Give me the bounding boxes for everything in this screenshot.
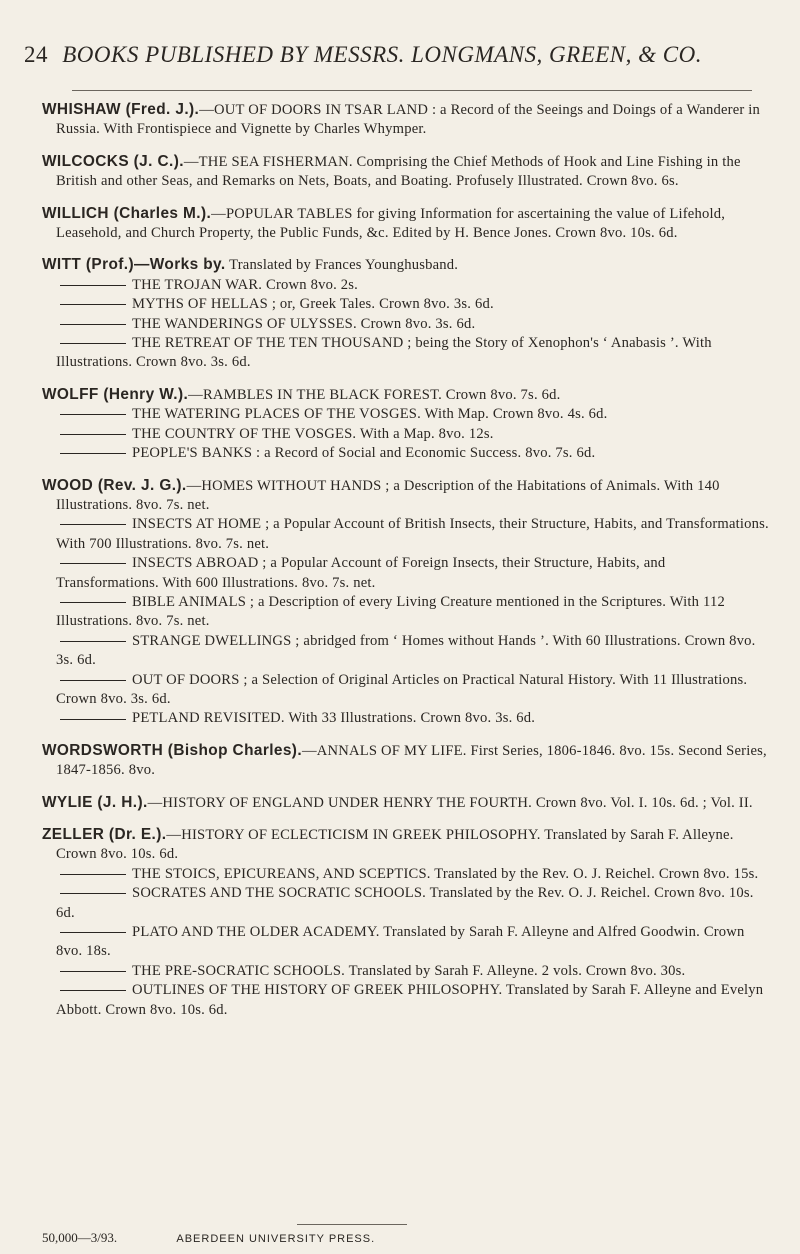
entry-main-line xyxy=(42,255,770,275)
catalogue-entry xyxy=(42,385,770,464)
book-description: —POPULAR TABLES for giving Information for ascertaining the value of Lifehold, Leasehold, and Church Property, the Public Funds, &c. Edited by H. Bence Jones. Crown 8vo. 10s. 6d. xyxy=(56,205,726,242)
ditto-dash xyxy=(60,602,126,603)
entry-main-line xyxy=(42,152,770,192)
catalogue-entry xyxy=(42,152,770,192)
additional-title xyxy=(42,865,770,884)
print-run: 50,000—3/93. xyxy=(42,1230,118,1245)
ditto-dash xyxy=(60,343,126,344)
header-rule xyxy=(72,90,752,91)
entry-main-line xyxy=(42,825,770,865)
additional-title-text: THE RETREAT OF THE TEN THOUSAND ; being the Story of Xenophon's ‘ Anabasis ’. With Illustrations. Crown 8vo. 3s. 6d. xyxy=(56,335,712,371)
book-description: —OUT OF DOORS IN TSAR LAND : a Record of the Seeings and Doings of a Wanderer in Russia. With Frontispiece and Vignette by Charles Whymper. xyxy=(56,102,761,138)
additional-title-text: STRANGE DWELLINGS ; abridged from ‘ Homes without Hands ’. With 60 Illustrations. Crown 8vo. 3s. 6d. xyxy=(56,632,756,669)
additional-title-text: OUT OF DOORS ; a Selection of Original Articles on Practical Natural History. With 11 Illustrations. Crown 8vo. 3s. 6d. xyxy=(56,671,748,707)
ditto-dash xyxy=(60,990,126,991)
author-name: WILCOCKS (J. C.). xyxy=(42,152,184,170)
author-name: WYLIE (J. H.). xyxy=(42,793,148,811)
ditto-dash xyxy=(60,304,126,305)
additional-title xyxy=(42,554,770,593)
additional-title xyxy=(42,315,770,334)
additional-title-text: THE WANDERINGS OF ULYSSES. Crown 8vo. 3s. 6d. xyxy=(132,315,476,332)
catalogue-entry xyxy=(42,255,770,372)
additional-title-text: THE TROJAN WAR. Crown 8vo. 2s. xyxy=(132,276,358,293)
ditto-dash xyxy=(60,453,126,454)
book-description: —THE SEA FISHERMAN. Comprising the Chief Methods of Hook and Line Fishing in the British and other Seas, and Remarks on Nets, Boats, and Boating. Profusely Illustrated. Crown 8vo. 6s. xyxy=(56,153,741,190)
book-description: —RAMBLES IN THE BLACK FOREST. Crown 8vo. 7s. 6d. xyxy=(188,386,561,403)
catalogue-entry xyxy=(42,204,770,244)
additional-title-text: PEOPLE'S BANKS : a Record of Social and Economic Success. 8vo. 7s. 6d. xyxy=(132,445,596,462)
entry-main-line xyxy=(42,741,770,781)
catalogue-entry xyxy=(42,741,770,781)
ditto-dash xyxy=(60,524,126,525)
additional-title-text: THE PRE-SOCRATIC SCHOOLS. Translated by Sarah F. Alleyne. 2 vols. Crown 8vo. 30s. xyxy=(132,962,686,979)
ditto-dash xyxy=(60,324,126,325)
additional-title xyxy=(42,334,770,373)
author-name: WITT (Prof.)—Works by. xyxy=(42,256,226,274)
ditto-dash xyxy=(60,285,126,286)
additional-title xyxy=(42,709,770,728)
book-description: Translated by Frances Younghusband. xyxy=(225,257,459,274)
ditto-dash xyxy=(60,641,126,642)
end-rule xyxy=(297,1224,407,1225)
ditto-dash xyxy=(60,971,126,972)
additional-title-text: THE STOICS, EPICUREANS, AND SCEPTICS. Translated by the Rev. O. J. Reichel. Crown 8vo. 15s. xyxy=(132,865,759,882)
ditto-dash xyxy=(60,893,126,894)
catalogue-entry xyxy=(42,793,770,813)
ditto-dash xyxy=(60,434,126,435)
additional-title xyxy=(42,593,770,632)
additional-title xyxy=(42,444,770,463)
ditto-dash xyxy=(60,563,126,564)
ditto-dash xyxy=(60,874,126,875)
author-name: ZELLER (Dr. E.). xyxy=(42,826,167,843)
author-name: WOOD (Rev. J. G.). xyxy=(42,476,187,494)
page-number: 24 xyxy=(24,42,48,67)
book-description: —HISTORY OF ECLECTICISM IN GREEK PHILOSOPHY. Translated by Sarah F. Alleyne. Crown 8vo. 10s. 6d. xyxy=(56,827,734,863)
catalogue-entry xyxy=(42,100,770,140)
additional-title xyxy=(42,884,770,923)
additional-title-text: SOCRATES AND THE SOCRATIC SCHOOLS. Translated by the Rev. O. J. Reichel. Crown 8vo. 10s. 6d. xyxy=(56,885,754,921)
additional-title xyxy=(42,632,770,671)
entry-main-line xyxy=(42,385,770,405)
additional-title-text: PLATO AND THE OLDER ACADEMY. Translated by Sarah F. Alleyne and Alfred Goodwin. Crown 8vo. 18s. xyxy=(56,924,745,960)
author-name: WHISHAW (Fred. J.). xyxy=(42,101,200,118)
ditto-dash xyxy=(60,932,126,933)
running-header xyxy=(24,42,772,68)
additional-title xyxy=(42,981,770,1020)
additional-title-text: INSECTS AT HOME ; a Popular Account of British Insects, their Structure, Habits, and Transformations. With 700 Illustrations. 8vo. 7s. net. xyxy=(56,516,769,552)
additional-title xyxy=(42,671,770,710)
ditto-dash xyxy=(60,719,126,720)
entry-main-line xyxy=(42,793,770,813)
additional-title-text: BIBLE ANIMALS ; a Description of every Living Creature mentioned in the Scriptures. With 112 Illustrations. 8vo. 7s. net. xyxy=(56,593,725,630)
ditto-dash xyxy=(60,414,126,415)
entry-main-line xyxy=(42,100,770,140)
additional-title xyxy=(42,962,770,981)
book-description: —ANNALS OF MY LIFE. First Series, 1806-1846. 8vo. 15s. Second Series, 1847-1856. 8vo. xyxy=(56,742,767,779)
additional-title-text: THE WATERING PLACES OF THE VOSGES. With Map. Crown 8vo. 4s. 6d. xyxy=(132,406,608,423)
additional-title-text: PETLAND REVISITED. With 33 Illustrations. Crown 8vo. 3s. 6d. xyxy=(132,710,536,727)
book-description: —HOMES WITHOUT HANDS ; a Description of the Habitations of Animals. With 140 Illustrations. 8vo. 7s. net. xyxy=(56,477,720,513)
page-footer xyxy=(42,1230,742,1246)
printer-imprint: ABERDEEN UNIVERSITY PRESS. xyxy=(176,1233,376,1245)
additional-title xyxy=(42,405,770,424)
book-description: —HISTORY OF ENGLAND UNDER HENRY THE FOURTH. Crown 8vo. Vol. I. 10s. 6d. ; Vol. II. xyxy=(147,794,753,811)
additional-title xyxy=(42,276,770,295)
catalogue-entry xyxy=(42,825,770,1020)
additional-title xyxy=(42,923,770,962)
additional-title-text: MYTHS OF HELLAS ; or, Greek Tales. Crown 8vo. 3s. 6d. xyxy=(132,296,494,313)
additional-title xyxy=(42,515,770,554)
additional-title-text: OUTLINES OF THE HISTORY OF GREEK PHILOSOPHY. Translated by Sarah F. Alleyne and Evelyn Abbott. Crown 8vo. 10s. 6d. xyxy=(56,982,764,1018)
ditto-dash xyxy=(60,680,126,681)
author-name: WOLFF (Henry W.). xyxy=(42,385,189,403)
additional-title-text: INSECTS ABROAD ; a Popular Account of Foreign Insects, their Structure, Habits, and Transformations. With 600 Illustrations. 8vo. 7s. net. xyxy=(56,555,666,591)
catalogue-entry xyxy=(42,476,770,729)
additional-title-text: THE COUNTRY OF THE VOSGES. With a Map. 8vo. 12s. xyxy=(132,425,494,442)
entry-main-line xyxy=(42,476,770,516)
author-name: WILLICH (Charles M.). xyxy=(42,204,212,222)
catalogue-entries xyxy=(42,100,770,1032)
entry-main-line xyxy=(42,204,770,244)
additional-title xyxy=(42,295,770,314)
additional-title xyxy=(42,425,770,444)
author-name: WORDSWORTH (Bishop Charles). xyxy=(42,741,303,759)
running-title: BOOKS PUBLISHED BY MESSRS. LONGMANS, GREEN, & CO. xyxy=(62,42,702,67)
